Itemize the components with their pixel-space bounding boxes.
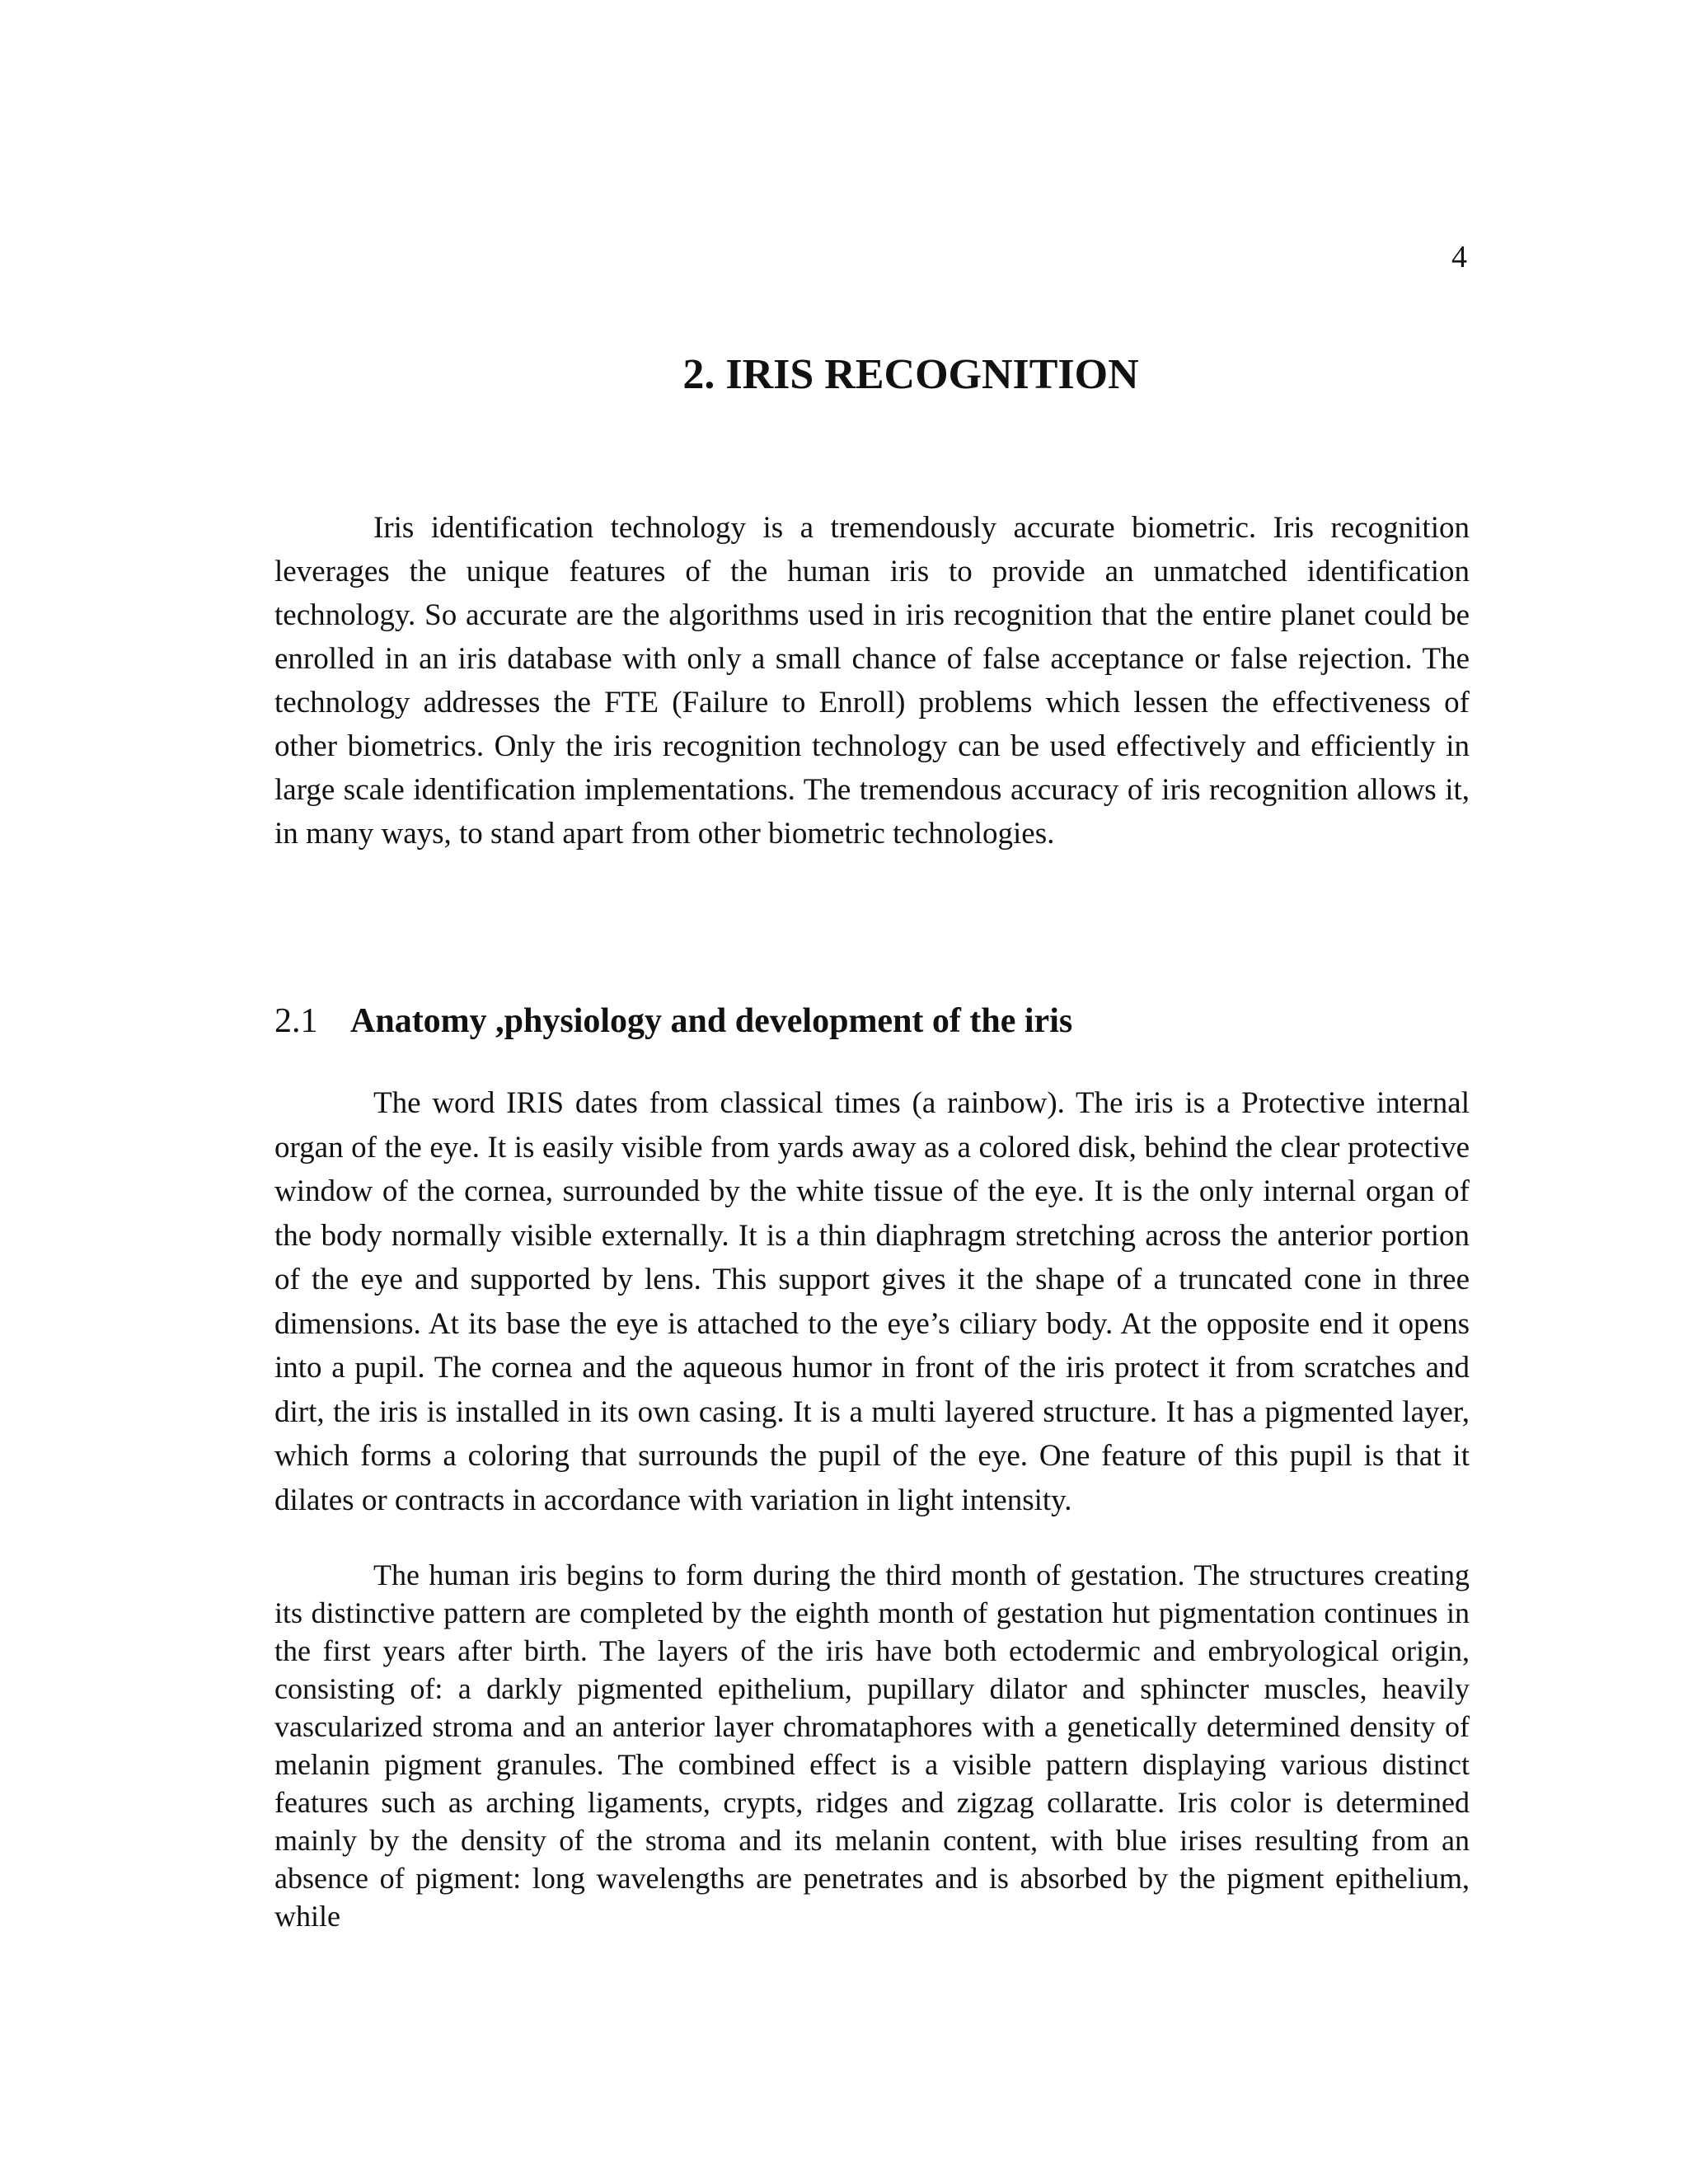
chapter-title: 2. IRIS RECOGNITION — [682, 351, 1139, 398]
anatomy-paragraph: The word IRIS dates from classical times (a rainbow). The iris is a Protective internal organ of the eye. It is easily visible from yards away as a colored disk, behind the clear protective window of the cornea, surrounded by the white tissue of the eye. It is the only internal organ of the body normally visible externally. It is a thin diaphragm stretching across the anterior portion of the eye and supported by lens. This support gives it the shape of a truncated cone in three dimensions. At its base the eye is attached to the eye’s ciliary body. At the opposite end it opens into a pupil. The cornea and the aqueous humor in front of the iris protect it from scratches and dirt, the iris is installed in its own casing. It is a multi layered structure. It has a pigmented layer, which forms a coloring that surrounds the pupil of the eye. One feature of this pupil is that it dilates or contracts in accordance with variation in light intensity. — [274, 1086, 1470, 1517]
section-heading — [274, 1001, 1470, 1041]
intro-paragraph: Iris identification technology is a tremendously accurate biometric. Iris recognition leverages the unique features of the human iris to provide an unmatched identification technology. So accurate are the algorithms used in iris recognition that the entire planet could be enrolled in an iris database with only a small chance of false acceptance or false rejection. The technology addresses the FTE (Failure to Enroll) problems which lessen the effectiveness of other biometrics. Only the iris recognition technology can be used effectively and efficiently in large scale identification implementations. The tremendous accuracy of iris recognition allows it, in many ways, to stand apart from other biometric technologies. — [274, 511, 1470, 851]
page-number: 4 — [1451, 240, 1467, 274]
section-number: 2.1 — [274, 1002, 318, 1040]
section-title: Anatomy ,physiology and development of the iris — [350, 1002, 1073, 1040]
development-paragraph: The human iris begins to form during the third month of gestation. The structures creating its distinctive pattern are completed by the eighth month of gestation hut pigmentation continues in the first years after birth. The layers of the iris have both ectodermic and embryological origin, consisting of: a darkly pigmented epithelium, pupillary dilator and sphincter muscles, heavily vascularized stroma and an anterior layer chromataphores with a genetically determined density of melanin pigment granules. The combined effect is a visible pattern displaying various distinct features such as arching ligaments, crypts, ridges and zigzag collaratte. Iris color is determined mainly by the density of the stroma and its melanin content, with blue irises resulting from an absence of pigment: long wavelengths are penetrates and is absorbed by the pigment epithelium, while — [274, 1558, 1470, 1933]
